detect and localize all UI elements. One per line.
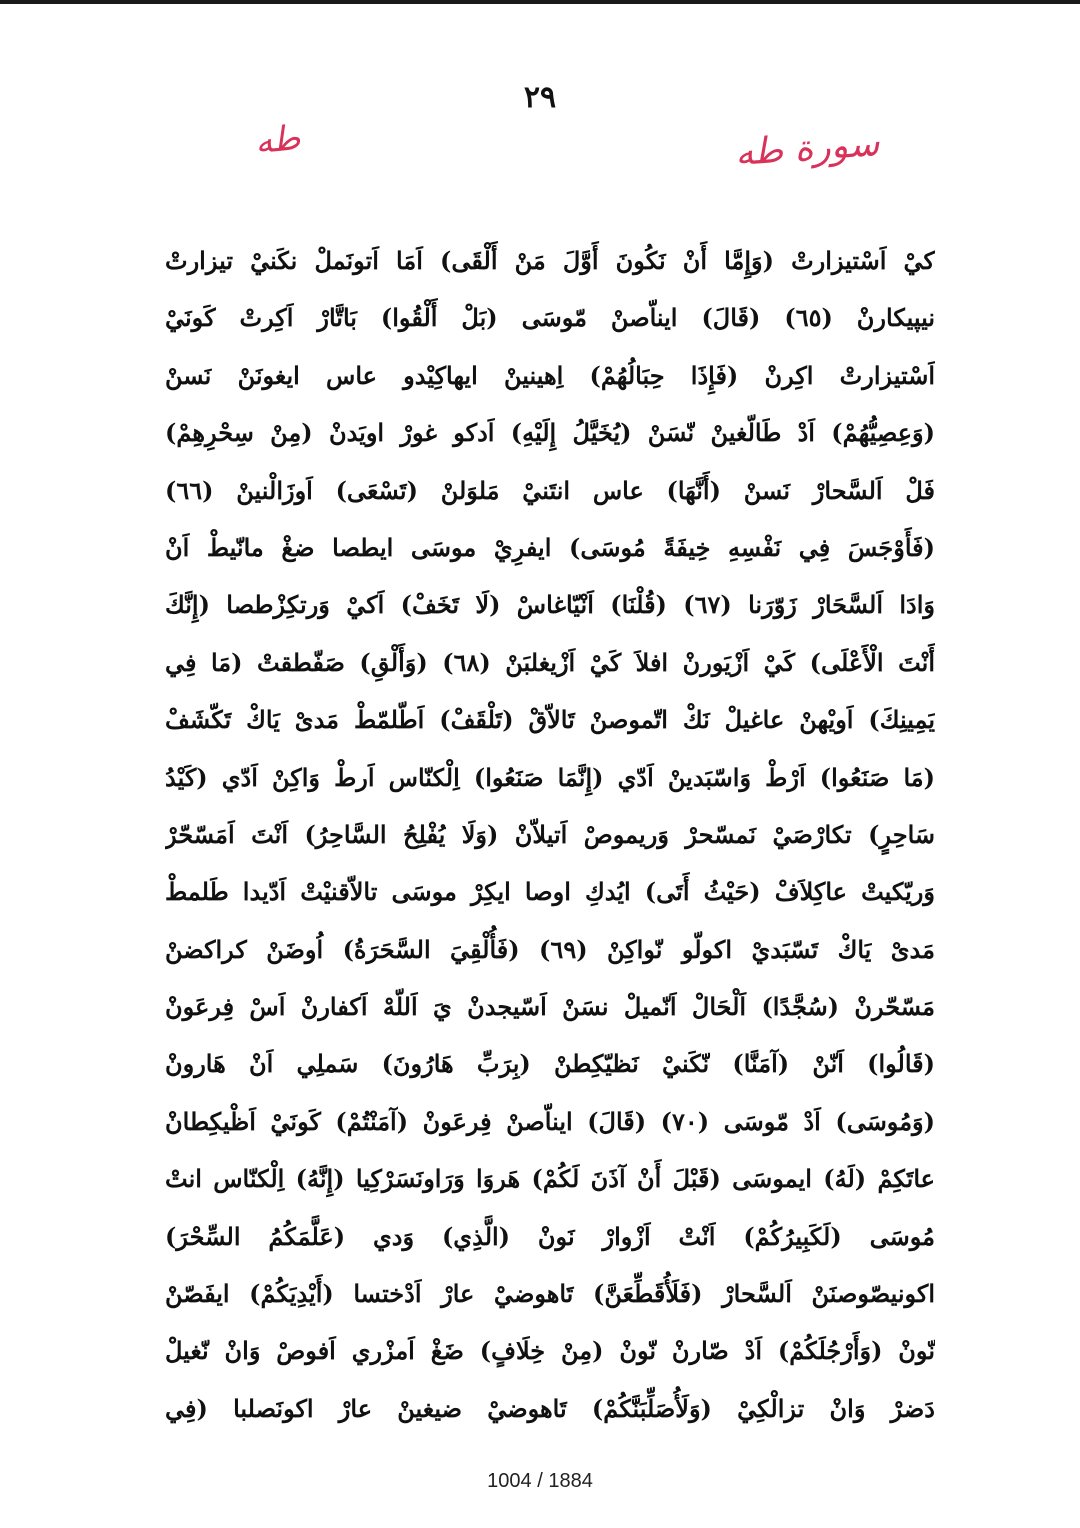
text-line: اَسْتيزارتْ اكِرنْ (فَإِذَا حِبَالُهُمْ) اِهينينْ ايهاكِيْدو عاس ايغونَنْ نَسنْ: [165, 360, 935, 390]
text-line: كيْ اَسْتيزارتْ (وَإِمَّا أَنْ نَكُونَ أَوَّلَ مَنْ أَلْقَى) اَمَا اَتونَملْ نكَنيْ تيزارتْ: [165, 246, 935, 275]
handwritten-note-right: سورة طه: [733, 123, 881, 174]
text-line: دَضرْ وَانْ تزالْكِيْ (وَلَأُصَلِّبَنَّكُمْ) تَاهوضيْ ضيغينْ عارْ اكونَصلبا (فِي: [165, 1393, 935, 1423]
text-line: مُوسَى (لَكَبِيرُكُمْ) اَنْتْ اَزْوارْ نَونْ (الَّذِي) وَدي (عَلَّمَكُمُ السِّحْرَ): [165, 1221, 935, 1251]
handwritten-note-left: طه: [253, 117, 303, 163]
text-line: عاتَكِمْ (لَهُ) ايموسَى (قَبْلَ أَنْ آذَنَ لَكُمْ) هَروَا وَرَاونَسَرْكِيا (إِنَّهُ) اِلْكنّاس انتْ: [165, 1164, 935, 1194]
page-top-edge: [0, 0, 1080, 4]
text-line: (فَأَوْجَسَ فِي نَفْسِهِ خِيفَةً مُوسَى) ايفرِيْ موسَى ايطصا ضغْ مانّيطْ اَنْ: [165, 532, 935, 562]
text-line: يَمِينِكَ) اَويْهنْ عاغيلْ نَكْ اتّموصنْ تَالاّقْ (تَلْقَفْ) اَطّلمّطْ مَدىْ يَاكْ تَكّشَفْ: [165, 705, 935, 735]
text-line: مَسّحّرنْ (سُجَّدًا) اَلْحَالْ اَنّميلْ نسَنْ اَسّيجدنْ يَ اَللّهْ اَكفارنْ اَسْ فِرعَونْ: [165, 992, 935, 1022]
text-line: (وَمُوسَى) اَدْ مّوسَى (٧٠) (قَالَ) ايناّصنْ فِرعَونْ (آمَنْتُمْ) كَونَيْ اَظْيكِطانْ: [165, 1106, 935, 1136]
text-line: وَادَا اَلسَّحَارْ زَوّرَنا (٦٧) (قُلْنَا) اَنْيّاغاسْ (لَا تَخَفْ) اَكيْ وَرتكِزْطصا (إِنَّكَ: [165, 590, 935, 620]
text-body: [165, 232, 935, 1437]
text-line: (وَعِصِيُّهُمْ) اَدْ طَالّغينْ نّسَنْ (يُخَيَّلُ إِلَيْهِ) اَدكو غورْ اويَدنْ (مِنْ سِحْرِهِمْ): [165, 418, 935, 448]
text-line: وَريّكيتْ عاكِلاَفْ (حَيْثُ أَتَى) ايُدكِ اوصا ايكِرْ موسَى تالاّقنيْتْ اَدّيدا طَلمطْ: [165, 877, 935, 907]
text-line: (مَا صَنَعُوا) اَرْطْ وَاسّبَدينْ اَدّي (إِنَّمَا صَنَعُوا) اِلْكنّاس اَرطْ وَاكِنْ اَدّي (كَيْدُ: [165, 762, 935, 792]
text-line: (قَالُوا) اَنّنْ (آمَنَّا) نّكَنيْ نَظيّكِطنْ (بِرَبِّ هَارُونَ) سَملِي اَنْ هَارونْ: [165, 1049, 935, 1079]
text-line: نيپيكارنْ (٦٥) (قَالَ) ايناّصنْ مّوسَى (بَلْ أَلْقُوا) بَاتَّارْ اَكِرتْ كَونَيْ: [165, 303, 935, 333]
page-number: ٢٩: [523, 80, 557, 115]
text-line: فَلْ اَلسَّحارْ نَسنْ (أَنَّهَا) عاس انتَنيْ مَلوَلنْ (تَسْعَى) اَوزَالْنينْ (٦٦): [165, 475, 935, 505]
text-line: مَدىْ يَاكْ تَسّبَديْ اكولّو نّواكِنْ (٦٩) (فَأُلْقِيَ السَّحَرَةُ) اُوضَنْ كراكضنْ: [165, 934, 935, 964]
text-line: أَنْتَ الْأَعْلَى) كَيْ اَزْيَورنْ افلاَ كَيْ اَزْيغلبَنْ (٦٨) (وَأَلْقِ) صَفّطقتْ (مَا فِي: [165, 647, 935, 677]
page-indicator: 1004 / 1884: [487, 1470, 593, 1492]
text-line: سَاحِرٍ) تكارْصَيْ نَمسّحرْ وَريموصْ اَتيلاّنْ (وَلَا يُفْلِحُ السَّاحِرُ) اَنْتَ اَمَسّحّرْ: [165, 819, 935, 849]
text-line: اكونيصّوصنَنْ اَلسَّحارْ (فَلَأُقَطِّعَنَّ) تَاهوضيْ عارْ اَدْختسا (أَيْدِيَكُمْ) ايفَصّنْ: [165, 1279, 935, 1309]
text-line: نّونْ (وَأَرْجُلَكُمْ) اَدْ صّارنْ نّونْ (مِنْ خِلَافٍ) ضَغْ اَمزْري اَفوصْ وَانْ نّغيلْ: [165, 1336, 935, 1366]
